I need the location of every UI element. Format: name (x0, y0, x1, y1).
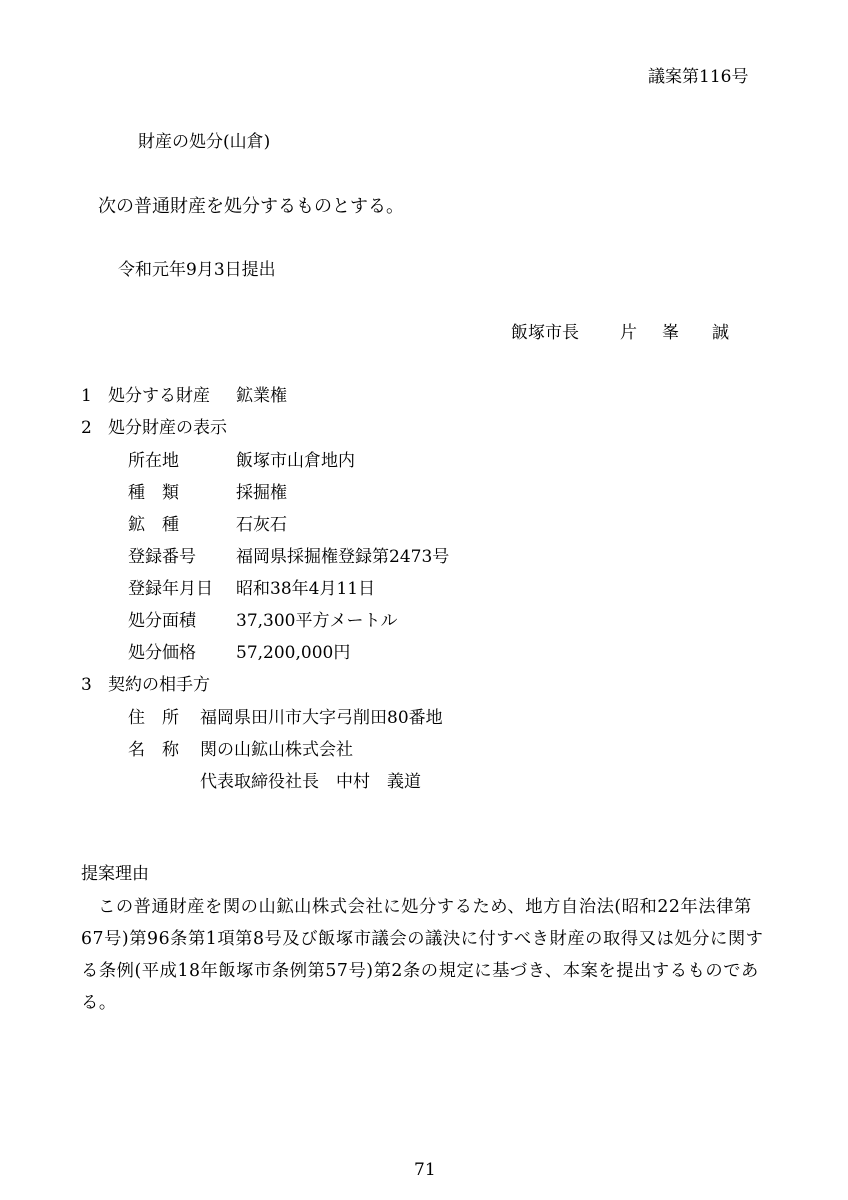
reason-heading: 提案理由 (81, 864, 149, 884)
detail-value-area: 37,300平方メートル (236, 611, 398, 631)
item-heading: 処分する財産 (108, 386, 210, 406)
counterparty-address-label: 住 所 (128, 708, 179, 728)
detail-value-mineral: 石灰石 (236, 515, 287, 535)
bill-number: 議案第116号 (648, 67, 749, 87)
submission-date: 令和元年9月3日提出 (118, 260, 276, 280)
counterparty-name-label: 名 称 (128, 740, 179, 760)
item-number: 2 (81, 418, 92, 438)
reason-line: る。 (81, 993, 117, 1013)
item-heading: 処分財産の表示 (108, 418, 227, 438)
signatory-given-name: 誠 (712, 323, 729, 343)
item-value: 鉱業権 (236, 386, 287, 406)
detail-label-area: 処分面積 (128, 611, 196, 631)
signatory-family-name: 片 峯 (620, 323, 683, 343)
detail-label-mineral: 鉱 種 (128, 515, 179, 535)
detail-label-price: 処分価格 (128, 643, 196, 663)
detail-label-type: 種 類 (128, 483, 179, 503)
reason-line: 67号)第96条第1項第8号及び飯塚市議会の議決に付すべき財産の取得又は処分に関す (81, 929, 764, 949)
signatory-position: 飯塚市長 (511, 323, 579, 343)
counterparty-representative: 代表取締役社長 中村 義道 (200, 772, 421, 792)
detail-value-registration-date: 昭和38年4月11日 (236, 579, 376, 599)
item-heading: 契約の相手方 (108, 675, 210, 695)
counterparty-address-value: 福岡県田川市大字弓削田80番地 (200, 708, 443, 728)
detail-value-price: 57,200,000円 (236, 643, 351, 663)
detail-label-location: 所在地 (128, 451, 179, 471)
reason-line: この普通財産を関の山鉱山株式会社に処分するため、地方自治法(昭和22年法律第 (98, 897, 752, 917)
detail-label-registration-date: 登録年月日 (128, 579, 213, 599)
detail-value-registration-number: 福岡県採掘権登録第2473号 (236, 547, 450, 567)
item-number: 1 (81, 386, 92, 406)
detail-value-location: 飯塚市山倉地内 (236, 451, 355, 471)
item-number: 3 (81, 675, 92, 695)
detail-value-type: 採掘権 (236, 483, 287, 503)
intro-text: 次の普通財産を処分するものとする。 (98, 196, 404, 217)
page-number: 71 (414, 1160, 436, 1180)
counterparty-name-value: 関の山鉱山株式会社 (200, 740, 353, 760)
document-title: 財産の処分(山倉) (138, 132, 271, 152)
reason-line: る条例(平成18年飯塚市条例第57号)第2条の規定に基づき、本案を提出するものであ (81, 961, 759, 981)
detail-label-registration-number: 登録番号 (128, 547, 196, 567)
